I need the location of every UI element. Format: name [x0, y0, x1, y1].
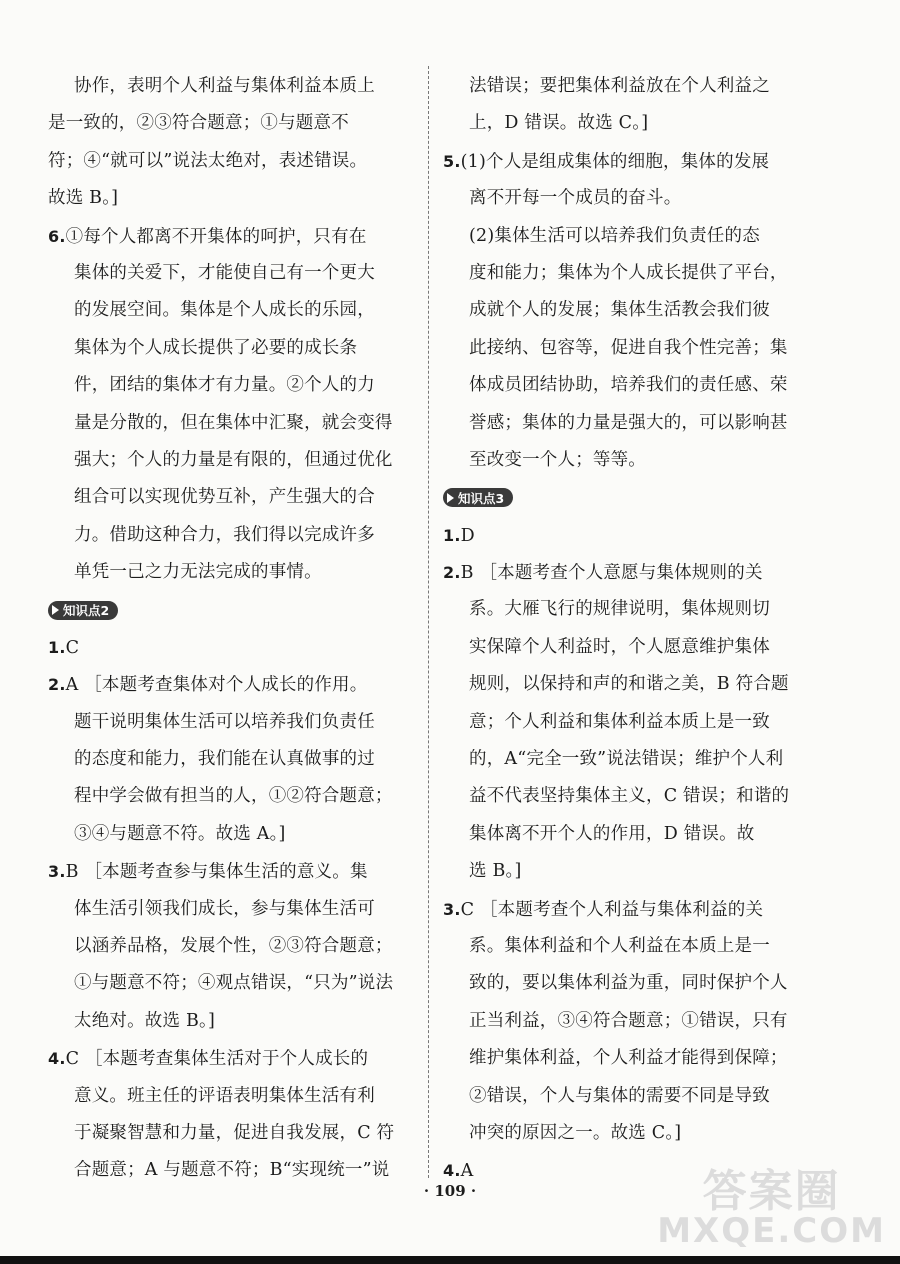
text-line: 强大；个人的力量是有限的，但通过优化 [74, 449, 393, 470]
badge-label: 知识点3 [458, 490, 505, 506]
text-line: 系。集体利益和个人利益在本质上是一 [469, 935, 770, 956]
text-line: 题干说明集体生活可以培养我们负责任 [74, 711, 375, 732]
text-line: 的，A“完全一致”说法错误；维护个人利 [469, 749, 784, 770]
answer-2-first-line [443, 554, 813, 591]
knowledge-point-badge [48, 601, 118, 620]
text-line: 力。借助这种合力，我们得以完成许多 [74, 524, 375, 545]
answer-3-first-line [48, 853, 414, 890]
text-line: 太绝对。故选 B。] [74, 1010, 215, 1031]
question-number: 4. [48, 1049, 66, 1069]
answer-text: A [460, 1161, 474, 1182]
text-line: 体成员团结协助，培养我们的责任感、荣 [469, 375, 788, 396]
answer-4-first-line [48, 1040, 414, 1077]
answer-text: B ［本题考查参与集体生活的意义。集 [65, 862, 368, 883]
text-line: (2)集体生活可以培养我们负责任的态 [469, 225, 760, 246]
question-number: 3. [48, 862, 66, 882]
text-line: 度和能力；集体为个人成长提供了平台， [469, 262, 788, 283]
answer-3-first-line [443, 891, 813, 928]
question-number: 1. [48, 637, 66, 657]
text-line: 选 B。] [469, 861, 522, 882]
text-line: 单凭一己之力无法完成的事情。 [74, 562, 322, 583]
text-line: 程中学会做有担当的人，①②符合题意； [74, 786, 393, 807]
right-column [443, 68, 813, 1190]
text-line: 意义。班主任的评语表明集体生活有利 [74, 1085, 375, 1106]
text-line: 此接纳、包容等，促进自我个性完善；集 [469, 337, 788, 358]
answer-text: D [460, 525, 475, 546]
text-line: 组合可以实现优势互补，产生强大的合 [74, 487, 375, 508]
answer-text: C ［本题考查集体生活对于个人成长的 [65, 1049, 369, 1070]
question-5-first-line [443, 143, 813, 180]
answer-text: B ［本题考查个人意愿与集体规则的关 [460, 563, 763, 584]
text-line: 于凝聚智慧和力量，促进自我发展，C 符 [74, 1122, 395, 1143]
text-line: ③④与题意不符。故选 A。] [74, 823, 286, 844]
text-line: 上，D 错误。故选 C。] [469, 113, 649, 134]
answer-1-line [443, 517, 813, 554]
question-text: ①每个人都离不开集体的呵护，只有在 [65, 226, 367, 247]
text-line: 誉感；集体的力量是强大的，可以影响甚 [469, 412, 788, 433]
page-number: · 109 · [423, 1182, 477, 1200]
text-line: ①与题意不符；④观点错误，“只为”说法 [74, 973, 394, 994]
question-number: 3. [443, 899, 461, 919]
text-line: 协作，表明个人利益与集体利益本质上 [74, 76, 375, 96]
scan-edge-bar [0, 1256, 900, 1264]
badge-label: 知识点2 [63, 603, 110, 619]
text-line: 维护集体利益，个人利益才能得到保障； [469, 1048, 788, 1069]
question-number: 1. [443, 525, 461, 545]
text-line: 件，团结的集体才有力量。②个人的力 [74, 375, 375, 396]
text-line: 合题意；A 与题意不符；B“实现统一”说 [74, 1160, 390, 1181]
text-line: 的态度和能力，我们能在认真做事的过 [74, 749, 375, 770]
text-line: 至改变一个人；等等。 [469, 449, 646, 470]
knowledge-point-badge [443, 488, 513, 507]
text-line: 是一致的，②③符合题意；①与题意不 [48, 113, 349, 134]
text-line: 体生活引领我们成长，参与集体生活可 [74, 898, 375, 919]
answer-2-first-line [48, 666, 414, 703]
question-number: 2. [48, 675, 66, 695]
question-number: 6. [48, 226, 66, 246]
text-line: 规则，以保持和声的和谐之美，B 符合题 [469, 674, 789, 695]
text-line: ②错误，个人与集体的需要不同是导致 [469, 1085, 770, 1106]
left-column [48, 68, 414, 1190]
text-line: 以涵养品格，发展个性，②③符合题意； [74, 935, 393, 956]
answer-text: A ［本题考查集体对个人成长的作用。 [65, 675, 368, 696]
column-divider [428, 66, 429, 1178]
question-number: 4. [443, 1161, 461, 1181]
knowledge-point-2-header [48, 591, 414, 628]
answer-1-line [48, 629, 414, 666]
text-line: 集体离不开个人的作用，D 错误。故 [469, 823, 755, 844]
text-line: 符；④“就可以”说法太绝对，表述错误。 [48, 150, 368, 171]
question-number: 5. [443, 151, 461, 171]
text-line: 正当利益，③④符合题意；①错误，只有 [469, 1010, 788, 1031]
text-line: 系。大雁飞行的规律说明，集体规则切 [469, 599, 770, 620]
question-6-first-line [48, 218, 414, 255]
text-line: 集体为个人成长提供了必要的成长条 [74, 337, 358, 358]
answer-text: C ［本题考查个人利益与集体利益的关 [460, 899, 764, 920]
text-line: 故选 B。] [48, 188, 119, 209]
text-line: 离不开每一个成员的奋斗。 [469, 188, 682, 209]
text-line: 益不代表坚持集体主义，C 错误；和谐的 [469, 786, 790, 807]
answer-text: C [65, 637, 80, 658]
question-number: 2. [443, 563, 461, 583]
watermark-bottom: MXQE.COM [657, 1211, 886, 1251]
text-line: 冲突的原因之一。故选 C。] [469, 1122, 682, 1143]
text-line: 法错误；要把集体利益放在个人利益之 [469, 76, 770, 96]
text-line: 集体的关爱下，才能使自己有一个更大 [74, 262, 375, 283]
play-icon [52, 605, 59, 615]
watermark-top: 答案圈 [702, 1166, 841, 1217]
knowledge-point-3-header [443, 479, 813, 516]
question-text: (1)个人是组成集体的细胞，集体的发展 [460, 151, 770, 172]
text-line: 致的，要以集体利益为重，同时保护个人 [469, 973, 788, 994]
text-line: 实保障个人利益时，个人愿意维护集体 [469, 636, 770, 657]
text-line: 成就个人的发展；集体生活教会我们彼 [469, 300, 770, 321]
site-watermark [657, 1166, 886, 1251]
play-icon [447, 493, 454, 503]
text-line: 意；个人利益和集体利益本质上是一致 [469, 711, 770, 732]
text-line: 的发展空间。集体是个人成长的乐园， [74, 300, 375, 321]
text-line: 量是分散的，但在集体中汇聚，就会变得 [74, 412, 393, 433]
